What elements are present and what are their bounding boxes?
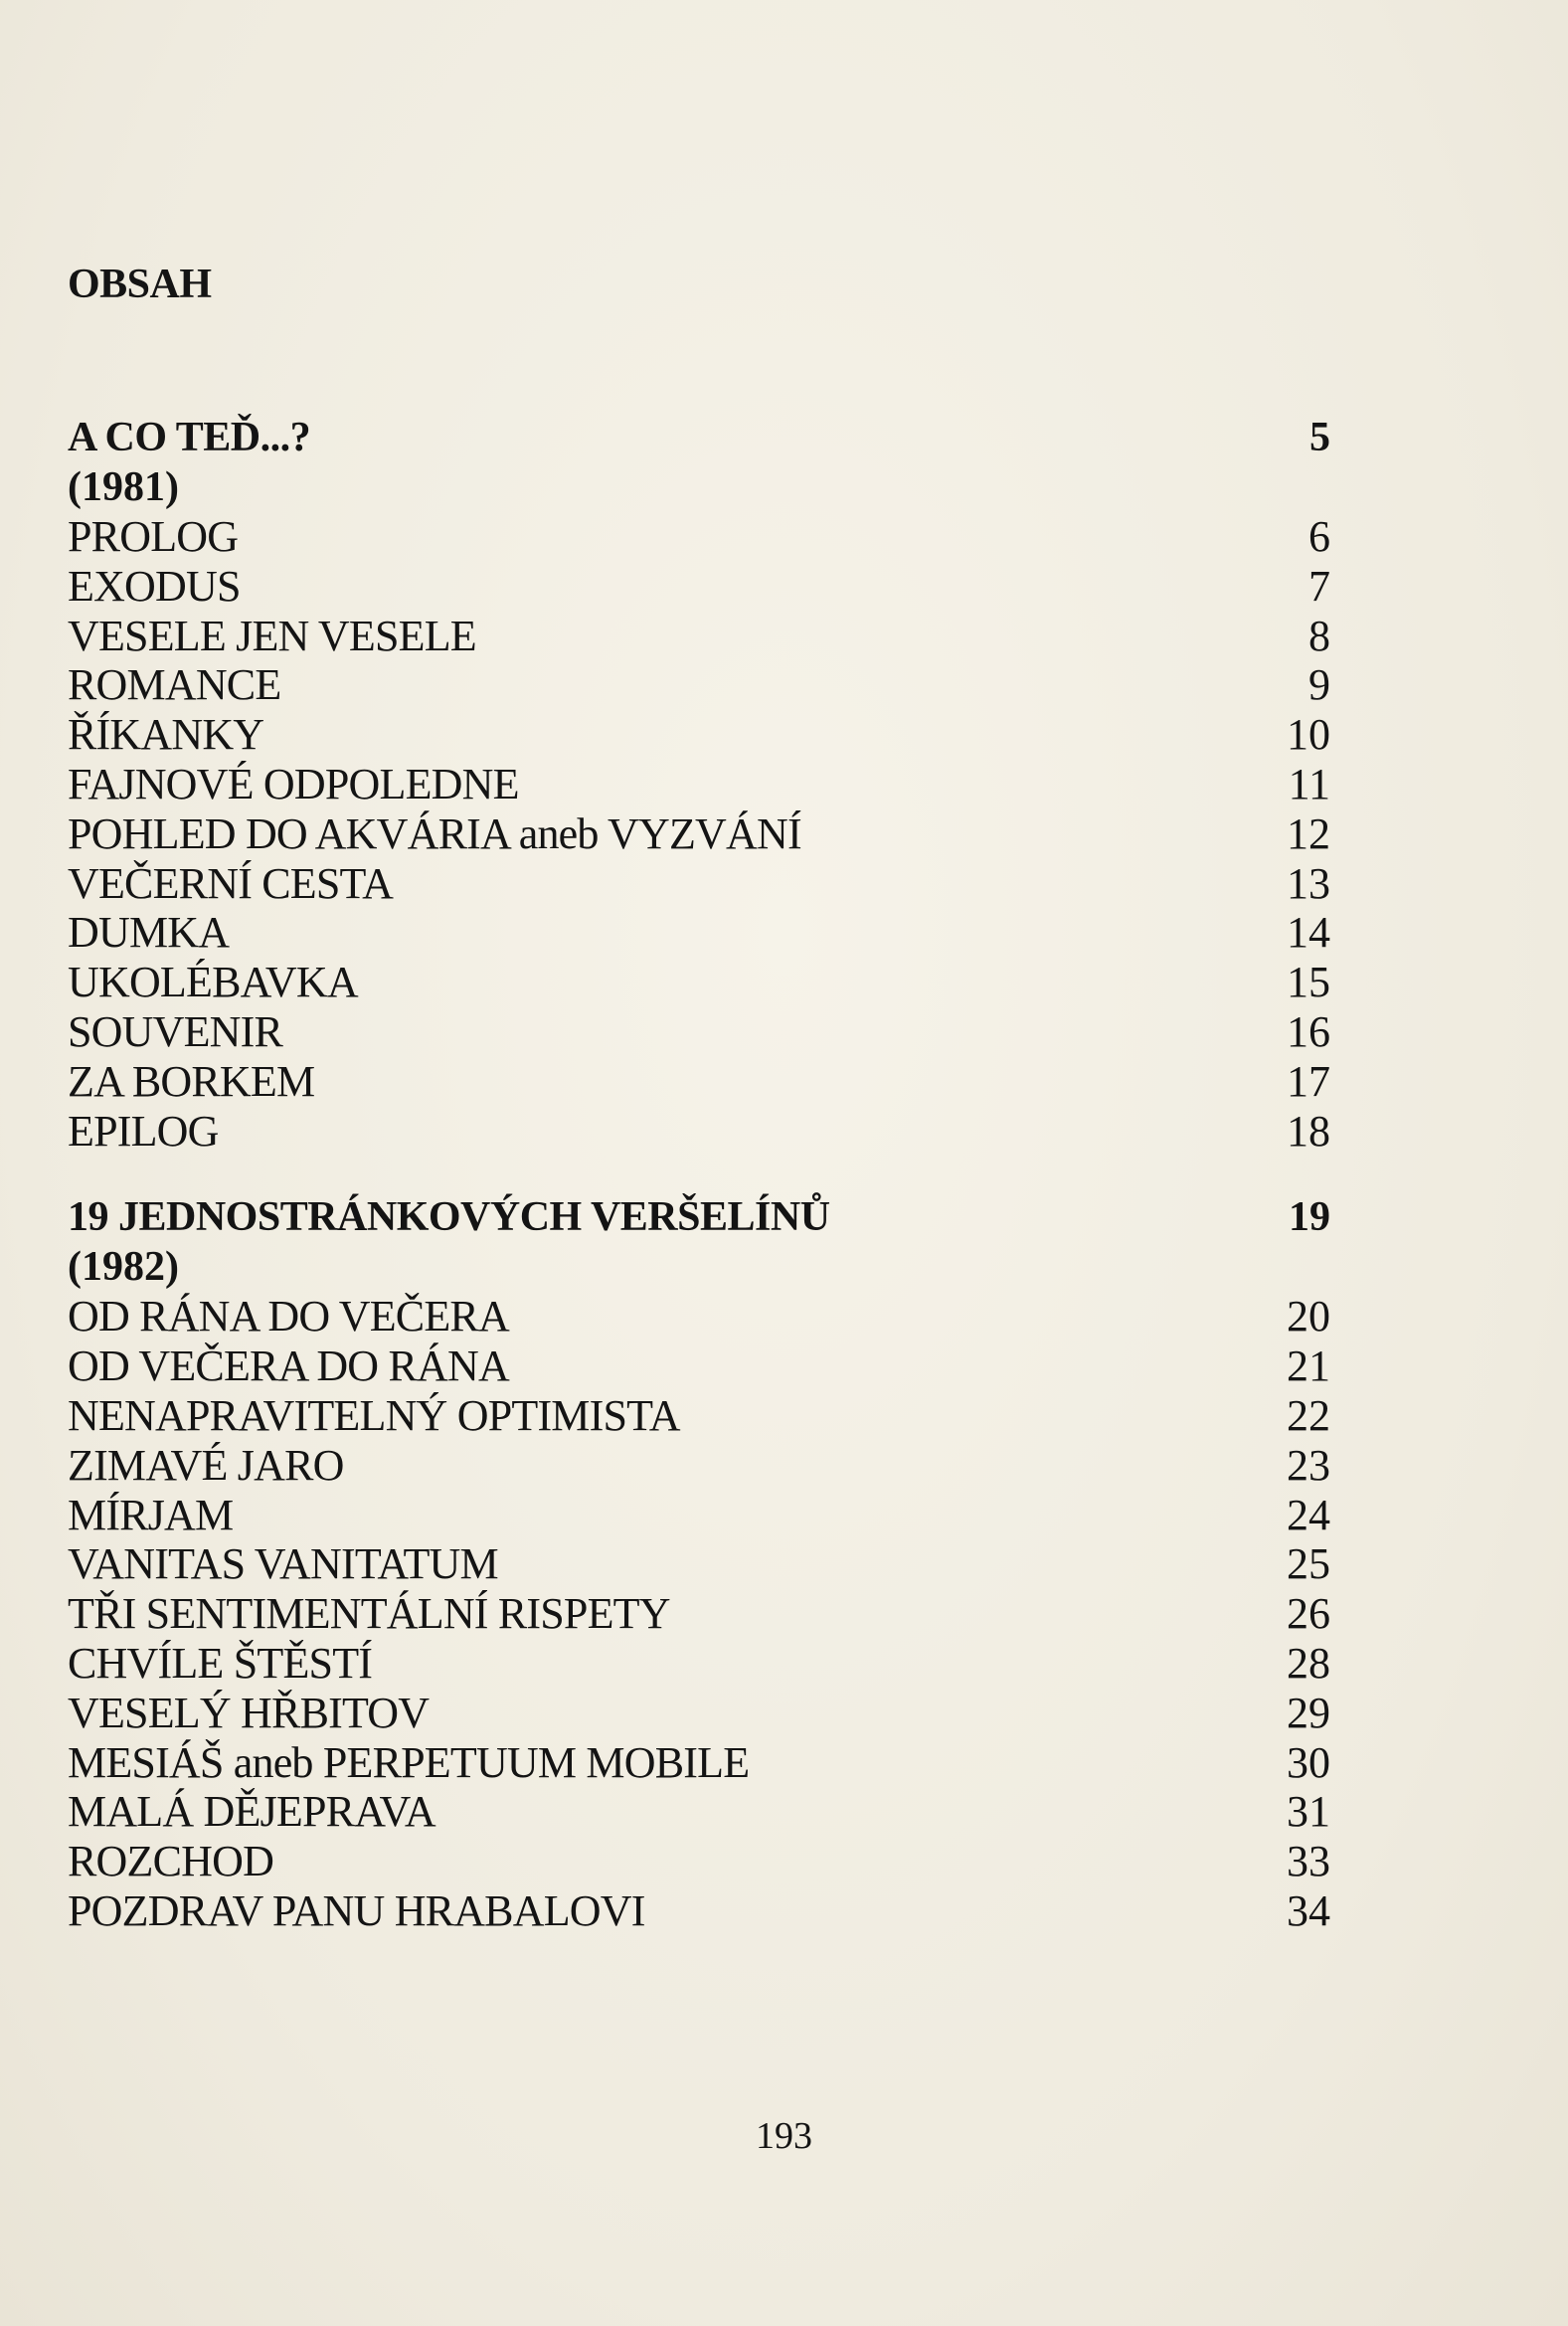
entry-title: POHLED DO AKVÁRIA aneb VYZVÁNÍ xyxy=(68,808,801,858)
entry-title: NENAPRAVITELNÝ OPTIMISTA xyxy=(68,1390,680,1440)
toc-entry xyxy=(68,1057,1330,1107)
toc-entry xyxy=(68,1539,1330,1589)
entry-page-number: 18 xyxy=(1287,1106,1330,1156)
entry-title: VESELE JEN VESELE xyxy=(68,611,476,660)
section-title: 19 JEDNOSTRÁNKOVÝCH VERŠELÍNŮ xyxy=(68,1194,830,1241)
entry-page-number: 11 xyxy=(1288,759,1330,808)
entry-title: VANITAS VANITATUM xyxy=(68,1539,498,1589)
entry-title: FAJNOVÉ ODPOLEDNE xyxy=(68,759,519,808)
toc-entry xyxy=(68,809,1330,859)
entry-page-number: 31 xyxy=(1287,1787,1330,1837)
entry-title: VEČERNÍ CESTA xyxy=(68,858,394,908)
entry-page-number: 17 xyxy=(1287,1056,1330,1106)
section-title: A CO TEĎ...? xyxy=(68,415,311,460)
contents-heading: OBSAH xyxy=(68,262,212,307)
entry-title: UKOLÉBAVKA xyxy=(68,958,358,1007)
entry-page-number: 10 xyxy=(1287,710,1330,760)
section-page-number: 19 xyxy=(1289,1194,1330,1241)
entry-page-number: 29 xyxy=(1287,1688,1330,1737)
entry-page-number: 8 xyxy=(1308,611,1330,660)
toc-entry xyxy=(68,1107,1330,1157)
toc-entry xyxy=(68,562,1330,612)
toc-entry xyxy=(68,1441,1330,1491)
section-year: (1982) xyxy=(68,1244,179,1291)
entry-title: PROLOG xyxy=(68,512,239,561)
entry-title: MESIÁŠ aneb PERPETUUM MOBILE xyxy=(68,1737,750,1787)
entry-title: EXODUS xyxy=(68,561,241,611)
entry-page-number: 6 xyxy=(1308,512,1330,561)
toc-entry xyxy=(68,612,1330,661)
entry-title: VESELÝ HŘBITOV xyxy=(68,1688,430,1737)
toc-entry xyxy=(68,760,1330,809)
entry-title: ŘÍKANKY xyxy=(68,710,264,760)
toc-entry xyxy=(68,1787,1330,1837)
entry-title: SOUVENIR xyxy=(68,1006,283,1056)
section-page-number: 5 xyxy=(1309,415,1330,460)
table-of-contents xyxy=(68,261,1330,1936)
toc-entry xyxy=(68,1491,1330,1540)
toc-entry xyxy=(68,512,1330,562)
toc-entry xyxy=(68,1342,1330,1391)
entry-page-number: 16 xyxy=(1287,1006,1330,1056)
entry-page-number: 30 xyxy=(1287,1737,1330,1787)
toc-entry xyxy=(68,1391,1330,1441)
toc-entry xyxy=(68,1007,1330,1057)
entry-page-number: 26 xyxy=(1287,1589,1330,1639)
section-heading xyxy=(68,1192,1330,1242)
entry-title: POZDRAV PANU HRABALOVI xyxy=(68,1885,645,1935)
entry-page-number: 14 xyxy=(1287,908,1330,958)
entry-title: MÍRJAM xyxy=(68,1490,234,1539)
toc-entry xyxy=(68,1589,1330,1639)
entry-title: ZA BORKEM xyxy=(68,1056,315,1106)
entry-title: EPILOG xyxy=(68,1106,219,1156)
section-year: (1981) xyxy=(68,464,179,510)
entry-page-number: 12 xyxy=(1287,808,1330,858)
entry-page-number: 33 xyxy=(1287,1837,1330,1886)
page-number: 193 xyxy=(756,2115,812,2157)
toc-entry xyxy=(68,660,1330,710)
entry-page-number: 22 xyxy=(1287,1390,1330,1440)
entry-page-number: 23 xyxy=(1287,1440,1330,1490)
entry-title: ZIMAVÉ JARO xyxy=(68,1440,344,1490)
entry-page-number: 25 xyxy=(1287,1539,1330,1589)
toc-entry xyxy=(68,908,1330,958)
toc-entry xyxy=(68,1738,1330,1788)
entry-page-number: 21 xyxy=(1287,1342,1330,1391)
entry-page-number: 9 xyxy=(1308,660,1330,710)
entry-page-number: 13 xyxy=(1287,858,1330,908)
entry-page-number: 20 xyxy=(1287,1292,1330,1342)
toc-entry xyxy=(68,1837,1330,1886)
entry-page-number: 24 xyxy=(1287,1490,1330,1539)
entry-page-number: 28 xyxy=(1287,1638,1330,1688)
toc-entry xyxy=(68,1886,1330,1936)
toc-entry xyxy=(68,1689,1330,1738)
entry-title: OD VEČERA DO RÁNA xyxy=(68,1342,509,1391)
entry-page-number: 34 xyxy=(1287,1885,1330,1935)
entry-title: ROMANCE xyxy=(68,660,281,710)
entry-title: ROZCHOD xyxy=(68,1837,274,1886)
toc-entry xyxy=(68,710,1330,760)
entry-page-number: 15 xyxy=(1287,958,1330,1007)
entry-title: TŘI SENTIMENTÁLNÍ RISPETY xyxy=(68,1589,670,1639)
entry-title: MALÁ DĚJEPRAVA xyxy=(68,1787,436,1837)
toc-entry xyxy=(68,958,1330,1007)
toc-entry xyxy=(68,1292,1330,1342)
entry-title: OD RÁNA DO VEČERA xyxy=(68,1292,509,1342)
section-heading xyxy=(68,413,1330,462)
toc-entry xyxy=(68,1639,1330,1689)
entry-page-number: 7 xyxy=(1308,561,1330,611)
entry-title: CHVÍLE ŠTĚSTÍ xyxy=(68,1638,373,1688)
entry-title: DUMKA xyxy=(68,908,230,958)
toc-entry xyxy=(68,859,1330,909)
